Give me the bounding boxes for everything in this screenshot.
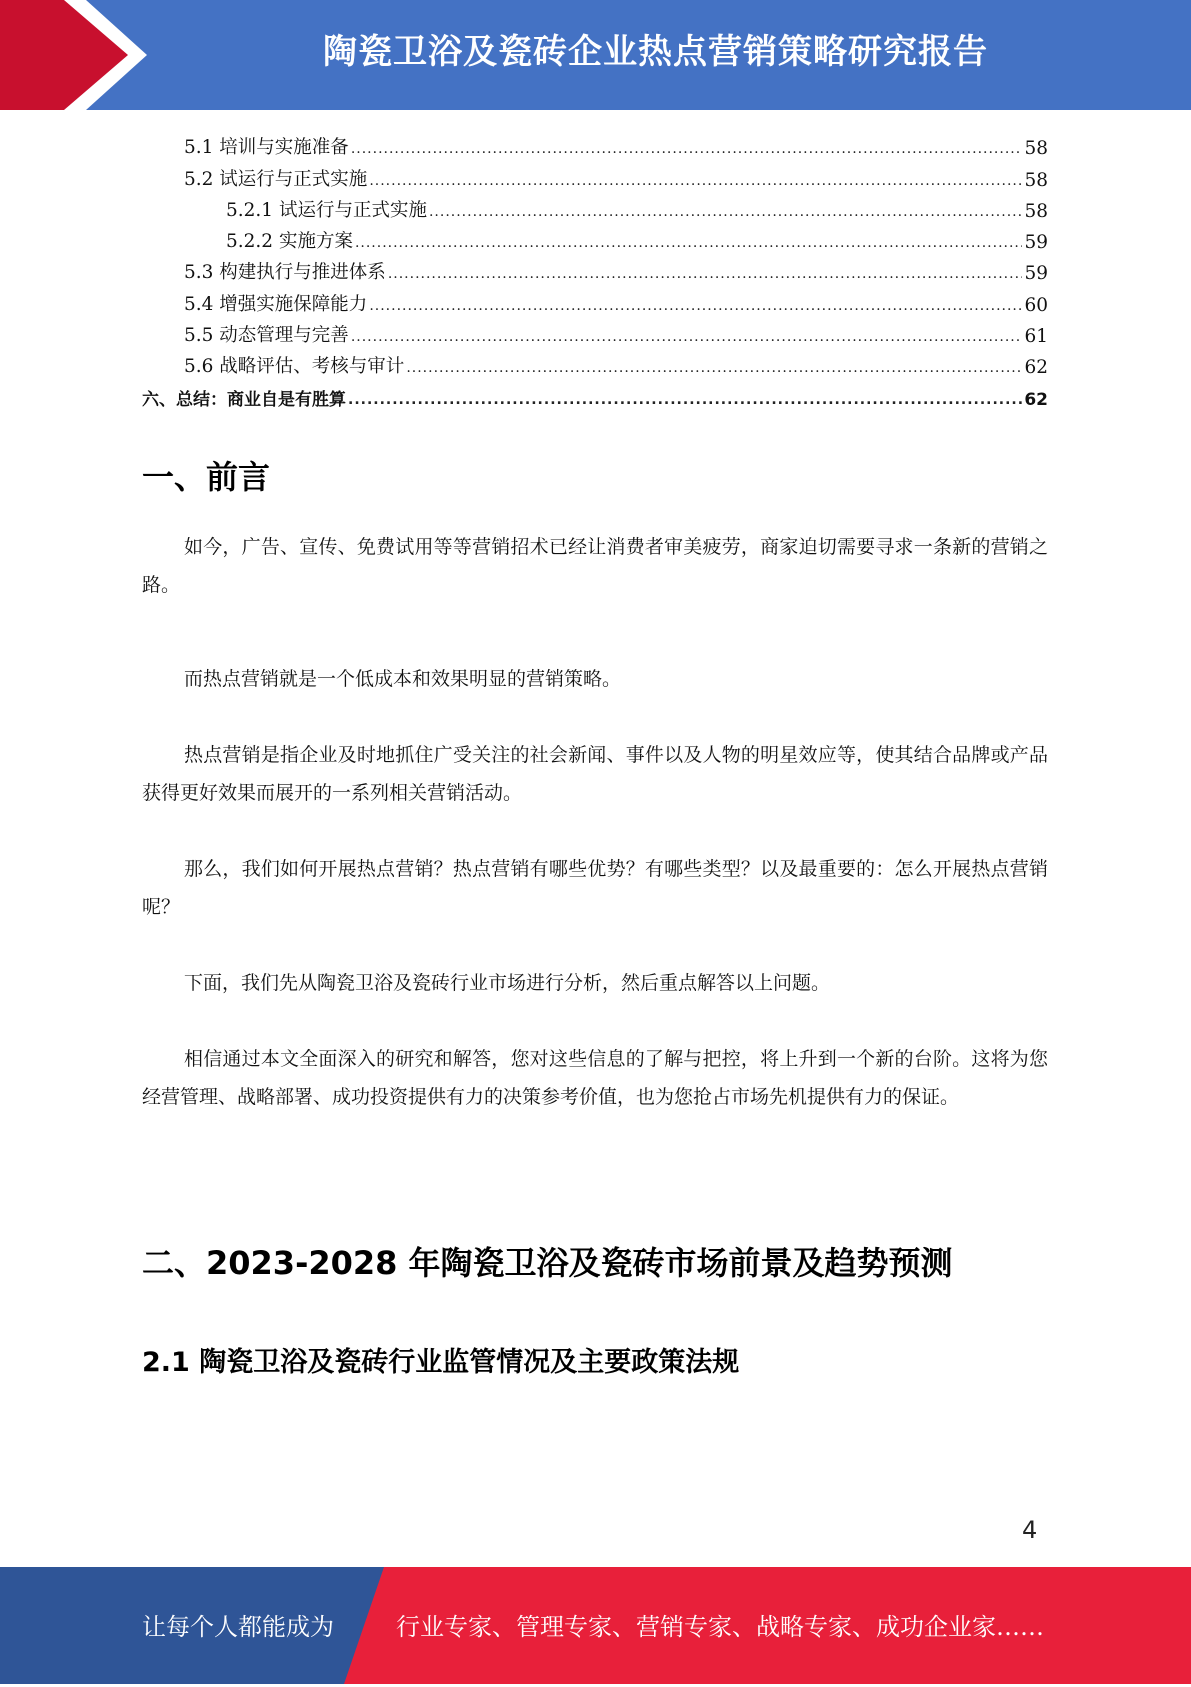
toc-entry[interactable] (142, 159, 1048, 190)
toc-entry-label: 5.5 动态管理与完善 (184, 321, 351, 347)
section-heading-market-outlook: 二、2023-2028 年陶瓷卫浴及瓷砖市场前景及趋势预测 (142, 1244, 953, 1282)
toc-leader-dots (351, 329, 1023, 345)
toc-entry-page: 62 (1024, 389, 1048, 410)
paragraph: 下面，我们先从陶瓷卫浴及瓷砖行业市场进行分析，然后重点解答以上问题。 (184, 972, 831, 994)
footer-banner (0, 1567, 1191, 1684)
toc-leader-dots (355, 235, 1023, 251)
toc-entry[interactable] (142, 316, 1048, 347)
paragraph: 相信通过本文全面深入的研究和解答，您对这些信息的了解与把控，将上升到一个新的台阶。这将为您经营管理、战略部署、成功投资提供有力的决策参考价值，也为您抢占市场先机提供有力的保证。 (142, 1048, 1048, 1108)
section-heading-preface: 一、前言 (142, 458, 271, 496)
toc-entry[interactable] (142, 347, 1048, 378)
toc-entry-page: 59 (1024, 232, 1048, 254)
header-banner (0, 0, 1191, 110)
toc-entry-label: 5.3 构建执行与推进体系 (184, 258, 388, 284)
paragraph: 热点营销是指企业及时地抓住广受关注的社会新闻、事件以及人物的明星效应等，使其结合品牌或产品获得更好效果而展开的一系列相关营销活动。 (142, 744, 1048, 804)
toc-leader-dots (369, 298, 1022, 314)
toc-entry-label: 5.1 培训与实施准备 (184, 133, 351, 159)
toc-entry[interactable] (142, 222, 1048, 253)
toc-entry[interactable] (142, 128, 1048, 159)
toc-entry-label: 5.2 试运行与正式实施 (184, 165, 369, 191)
toc-leader-dots (351, 141, 1023, 157)
toc-entry-page: 61 (1024, 326, 1048, 348)
toc-entry-page: 59 (1024, 263, 1048, 285)
toc-entry-label: 5.6 战略评估、考核与审计 (184, 352, 406, 378)
toc-entry-label: 六、总结：商业自是有胜算 (142, 385, 348, 410)
toc-leader-dots (369, 173, 1022, 189)
toc-entry-page: 58 (1024, 169, 1048, 191)
document-title: 陶瓷卫浴及瓷砖企业热点营销策略研究报告 (323, 32, 988, 72)
paragraph: 那么，我们如何开展热点营销？热点营销有哪些优势？有哪些类型？以及最重要的：怎么开展热点营销呢？ (142, 858, 1048, 918)
toc-entry[interactable] (142, 378, 1048, 409)
toc-leader-dots (388, 266, 1023, 282)
paragraph: 如今，广告、宣传、免费试用等等营销招术已经让消费者审美疲劳，商家迫切需要寻求一条新的营销之路。 (142, 536, 1048, 596)
toc-entry[interactable] (142, 284, 1048, 315)
subsection-heading: 2.1 陶瓷卫浴及瓷砖行业监管情况及主要政策法规 (142, 1347, 740, 1378)
toc-leader-dots (406, 360, 1022, 376)
footer-slogan-left: 让每个人都能成为 (142, 1613, 334, 1641)
toc-entry-label: 5.4 增强实施保障能力 (184, 290, 369, 316)
toc-entry-page: 58 (1024, 138, 1048, 160)
toc-entry-page: 60 (1024, 294, 1048, 316)
footer-slogan-right: 行业专家、管理专家、营销专家、战略专家、成功企业家…… (396, 1613, 1044, 1641)
toc-entry[interactable] (142, 253, 1048, 284)
table-of-contents (142, 128, 1048, 410)
toc-entry-page: 62 (1024, 357, 1048, 379)
toc-entry-label: 5.2.1 试运行与正式实施 (226, 196, 429, 222)
toc-entry-label: 5.2.2 实施方案 (226, 227, 355, 253)
paragraph: 而热点营销就是一个低成本和效果明显的营销策略。 (184, 668, 622, 690)
toc-entry-page: 58 (1024, 200, 1048, 222)
toc-entry[interactable] (142, 191, 1048, 222)
toc-leader-dots (429, 204, 1022, 220)
toc-leader-dots (348, 392, 1022, 408)
page-number: 4 (1022, 1516, 1038, 1544)
